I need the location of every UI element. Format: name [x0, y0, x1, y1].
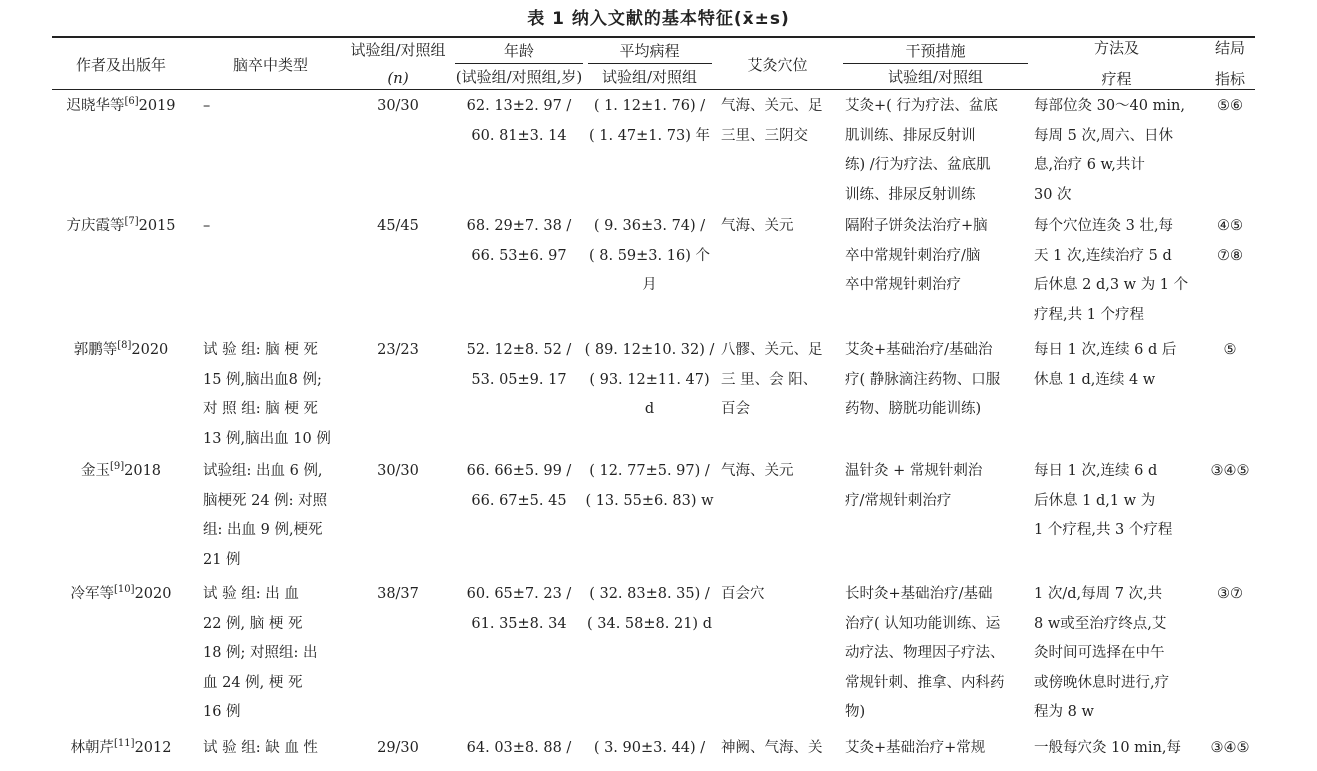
acupoints-cell: 气海、关元、足 三里、三阴交 — [721, 98, 823, 144]
table-header-rule — [52, 89, 1255, 90]
header-n-bottom: (n) — [387, 69, 409, 87]
stroke-type-cell: 试验组: 出血 6 例, 脑梗死 24 例: 对照 组: 出血 9 例,梗死 21 例 — [203, 463, 328, 568]
outcome-cell: ③④⑤ — [1210, 740, 1250, 756]
sample-size-cell: 30/30 — [377, 463, 419, 479]
age-cell: 62. 13±2. 97 / 60. 81±3. 14 — [466, 98, 572, 144]
course-cell: ( 32. 83±8. 35) / ( 34. 58±8. 21) d — [587, 586, 712, 632]
method-cell: 每日 1 次,连续 6 d 后休息 1 d,1 w 为 1 个疗程,共 3 个疗程 — [1034, 463, 1173, 538]
method-cell: 每个穴位连灸 3 壮,每 天 1 次,连续治疗 5 d 后休息 2 d,3 w 为 1 个 疗程,共 1 个疗程 — [1034, 218, 1189, 323]
author-name: 迟晓华等 — [66, 98, 125, 114]
age-cell: 68. 29±7. 38 / 66. 53±6. 97 — [466, 218, 572, 264]
acupoints-cell: 气海、关元 — [721, 218, 794, 234]
sample-size-cell: 29/30 — [377, 740, 419, 756]
intervention-cell: 长时灸+基础治疗/基础 治疗( 认知功能训练、运 动疗法、物理因子疗法、 常规针刺、推拿、内科药 物) — [845, 586, 1005, 720]
sample-size-cell: 45/45 — [377, 218, 419, 234]
stroke-type-cell: – — [203, 98, 211, 114]
acupoints-cell: 气海、关元 — [721, 463, 794, 479]
course-subrule — [588, 63, 712, 64]
acupoints-cell: 神阙、气海、关 — [721, 740, 823, 756]
publication-year: 2019 — [138, 98, 176, 114]
method-cell: 1 次/d,每周 7 次,共 8 w或至治疗终点,艾 灸时间可选择在中午 或傍晚休息时进行,疗 程为 8 w — [1034, 586, 1170, 720]
citation-ref: [7] — [124, 216, 139, 228]
acupoints-cell: 八髎、关元、足 三 里、会 阳、 百会 — [721, 342, 823, 417]
publication-year: 2020 — [131, 342, 169, 358]
header-n-top: 试验组/对照组 — [350, 41, 446, 59]
publication-year: 2020 — [134, 586, 172, 602]
sample-size-cell: 23/23 — [377, 342, 419, 358]
header-intervention-top: 干预措施 — [905, 42, 966, 60]
age-cell: 66. 66±5. 99 / 66. 67±5. 45 — [466, 463, 572, 509]
header-outcome-top: 结局 — [1214, 39, 1245, 57]
intervention-cell: 艾灸+基础治疗+常规 — [845, 740, 986, 756]
header-stroke-type: 脑卒中类型 — [232, 56, 308, 74]
author-cell — [52, 336, 190, 366]
outcome-cell: ③④⑤ — [1210, 463, 1250, 479]
course-cell: ( 12. 77±5. 97) / ( 13. 55±6. 83) w — [585, 463, 714, 509]
header-outcome-bottom: 指标 — [1214, 70, 1245, 88]
header-acupoints: 艾灸穴位 — [747, 56, 808, 74]
author-cell — [52, 457, 190, 487]
header-course-bottom: 试验组/对照组 — [601, 68, 698, 86]
outcome-cell: ⑤ — [1223, 342, 1237, 358]
author-name: 金玉 — [80, 463, 110, 479]
sample-size-cell: 38/37 — [377, 586, 419, 602]
stroke-type-cell: – — [203, 218, 211, 234]
method-cell: 每部位灸 30～40 min, 每周 5 次,周六、日休 息,治疗 6 w,共计 30 次 — [1034, 98, 1185, 203]
author-cell — [52, 580, 190, 610]
citation-ref: [11] — [114, 738, 135, 750]
outcome-cell: ④⑤ ⑦⑧ — [1217, 218, 1243, 264]
age-cell: 64. 03±8. 88 / — [466, 740, 572, 756]
outcome-cell: ⑤⑥ — [1217, 98, 1243, 114]
intervention-cell: 温针灸 + 常规针刺治 疗/常规针刺治疗 — [845, 463, 983, 509]
author-cell — [52, 212, 190, 242]
age-cell: 52. 12±8. 52 / 53. 05±9. 17 — [466, 342, 572, 388]
author-name: 林朝芹 — [70, 740, 115, 756]
author-name: 郭鹏等 — [73, 342, 118, 358]
header-course-top: 平均病程 — [619, 42, 680, 60]
publication-year: 2018 — [124, 463, 162, 479]
author-name: 冷军等 — [70, 586, 115, 602]
publication-year: 2015 — [138, 218, 176, 234]
course-cell: ( 9. 36±3. 74) / ( 8. 59±3. 16) 个月 — [589, 218, 710, 293]
citation-ref: [10] — [114, 584, 135, 596]
citation-ref: [6] — [124, 96, 139, 108]
method-cell: 一般每穴灸 10 min,每 — [1034, 740, 1182, 756]
publication-year: 2012 — [134, 740, 172, 756]
header-method-bottom: 疗程 — [1101, 70, 1132, 88]
course-cell: ( 3. 90±3. 44) / — [593, 740, 706, 756]
author-cell — [52, 734, 190, 764]
intervention-cell: 艾灸+( 行为疗法、盆底 肌训练、排尿反射训 练) /行为疗法、盆底肌 训练、排尿反射训练 — [845, 98, 998, 203]
header-intervention-bottom: 试验组/对照组 — [887, 68, 984, 86]
method-cell: 每日 1 次,连续 6 d 后 休息 1 d,连续 4 w — [1034, 342, 1177, 388]
stroke-type-cell: 试 验 组: 缺 血 性 — [203, 740, 318, 756]
outcome-cell: ③⑦ — [1217, 586, 1243, 602]
author-cell — [52, 92, 190, 122]
header-age-bottom: (试验组/对照组,岁) — [455, 68, 583, 86]
stroke-type-cell: 试 验 组: 出 血 22 例, 脑 梗 死 18 例; 对照组: 出 血 24 例, 梗 死 16 例 — [203, 586, 318, 720]
header-author: 作者及出版年 — [75, 56, 166, 74]
header-age-top: 年龄 — [503, 42, 534, 60]
citation-ref: [9] — [109, 461, 125, 473]
header-method-top: 方法及 — [1093, 39, 1139, 57]
intervention-cell: 隔附子饼灸法治疗+脑 卒中常规针刺治疗/脑 卒中常规针刺治疗 — [845, 218, 988, 293]
course-cell: ( 89. 12±10. 32) / ( 93. 12±11. 47) d — [584, 342, 715, 417]
stroke-type-cell: 试 验 组: 脑 梗 死 15 例,脑出血8 例; 对 照 组: 脑 梗 死 13 例,脑出血 10 例 — [203, 342, 331, 447]
intervention-cell: 艾灸+基础治疗/基础治 疗( 静脉滴注药物、口服 药物、膀胱功能训练) — [845, 342, 1001, 417]
age-cell: 60. 65±7. 23 / 61. 35±8. 34 — [466, 586, 572, 632]
table-caption: 表 1 纳入文献的基本特征(x̄±s) — [527, 9, 790, 29]
intervention-subrule — [843, 63, 1028, 64]
course-cell: ( 1. 12±1. 76) / ( 1. 47±1. 73) 年 — [589, 98, 710, 144]
age-subrule — [455, 63, 583, 64]
sample-size-cell: 30/30 — [377, 98, 419, 114]
citation-ref: [8] — [117, 340, 132, 352]
acupoints-cell: 百会穴 — [721, 586, 765, 602]
author-name: 方庆霞等 — [66, 218, 125, 234]
